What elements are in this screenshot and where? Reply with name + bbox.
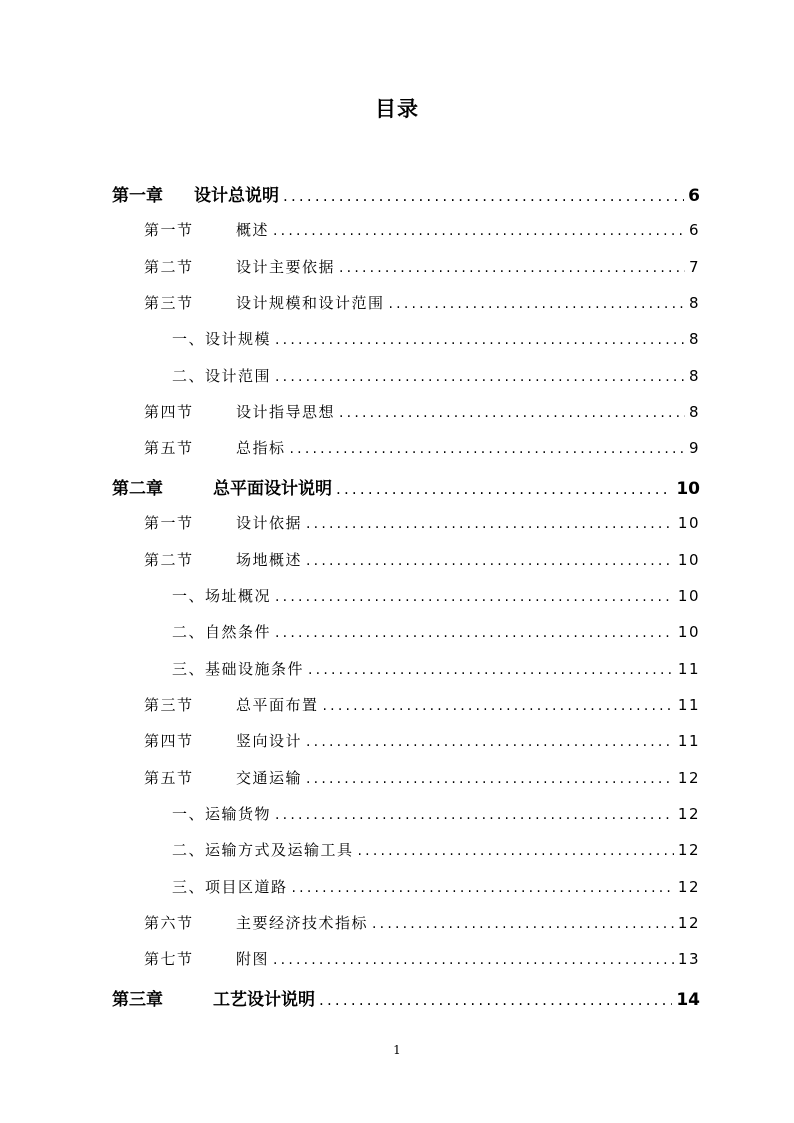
toc-entry-section[interactable] (144, 549, 700, 570)
toc-entry-section[interactable] (144, 437, 700, 458)
toc-entry-title: 概述 (236, 221, 270, 239)
toc-entry-title: 项目区道路 (205, 878, 288, 896)
toc-entry-section[interactable] (144, 401, 700, 422)
toc-entry-page: 11 (677, 660, 700, 678)
toc-entry-page: 8 (688, 330, 700, 348)
toc-entry-title: 设计范围 (205, 367, 272, 385)
toc-entry-title: 竖向设计 (236, 732, 303, 750)
toc-entry-chapter[interactable] (112, 181, 700, 206)
toc-entry-number: 第三章 (112, 990, 163, 1010)
toc-entry-page: 11 (677, 696, 700, 714)
toc-entry-number: 第七节 (144, 950, 194, 968)
toc-leader (275, 589, 674, 605)
toc-entry-title: 自然条件 (205, 623, 272, 641)
toc-entry-page: 10 (676, 479, 700, 499)
toc-entry-page: 14 (676, 990, 700, 1010)
toc-title: 目录 (375, 97, 419, 121)
toc-leader (358, 843, 674, 859)
toc-entry-page: 12 (677, 805, 700, 823)
toc-entry-title: 交通运输 (236, 769, 303, 787)
toc-entry-number: 第六节 (144, 914, 194, 932)
toc-entry-subsection[interactable] (172, 621, 700, 642)
toc-entry-section[interactable] (144, 948, 700, 969)
toc-entry-section[interactable] (144, 694, 700, 715)
toc-leader (273, 952, 674, 968)
toc-entry-subsection[interactable] (172, 876, 700, 897)
toc-entry-subsection[interactable] (172, 803, 700, 824)
toc-entry-number: 二、 (172, 367, 206, 385)
toc-entry-title: 主要经济技术指标 (236, 914, 369, 932)
toc-leader (319, 991, 672, 1009)
toc-entry-number: 第五节 (144, 439, 194, 457)
toc-entry-number: 二、 (172, 841, 206, 859)
toc-leader (339, 405, 685, 421)
toc-entry-page: 9 (688, 439, 700, 457)
toc-entry-title: 总平面设计说明 (213, 479, 332, 499)
toc-entry-subsection[interactable] (172, 365, 700, 386)
toc-entry-number: 第二章 (112, 479, 163, 499)
toc-leader (306, 771, 674, 787)
toc-entry-page: 12 (677, 841, 700, 859)
toc-entry-page: 11 (677, 732, 700, 750)
toc-entry-subsection[interactable] (172, 658, 700, 679)
toc-entry-page: 10 (677, 623, 700, 641)
toc-entry-number: 三、 (172, 660, 206, 678)
toc-entry-title: 基础设施条件 (205, 660, 305, 678)
toc-entry-number: 一、 (172, 587, 206, 605)
toc-leader (339, 260, 685, 276)
toc-entry-title: 工艺设计说明 (213, 990, 315, 1010)
toc-entry-subsection[interactable] (172, 328, 700, 349)
toc-entry-page: 8 (688, 403, 700, 421)
toc-entry-title: 设计总说明 (194, 186, 279, 206)
toc-leader (290, 441, 685, 457)
toc-leader (283, 187, 684, 205)
toc-entry-page: 8 (688, 294, 700, 312)
toc-leader (336, 480, 672, 498)
toc-entry-title: 设计依据 (236, 514, 303, 532)
toc-leader (275, 807, 674, 823)
toc-leader (389, 296, 685, 312)
toc-entry-page: 13 (677, 950, 700, 968)
toc-entry-title: 设计规模 (205, 330, 272, 348)
toc-entry-title: 总平面布置 (236, 696, 319, 714)
page-number: 1 (393, 1043, 401, 1057)
toc-entry-number: 一、 (172, 805, 206, 823)
toc-entry-title: 设计主要依据 (236, 258, 336, 276)
toc-entry-chapter[interactable] (112, 474, 700, 499)
toc-entry-title: 运输货物 (205, 805, 272, 823)
toc-entry-title: 运输方式及运输工具 (205, 841, 354, 859)
toc-entry-title: 总指标 (236, 439, 286, 457)
toc-entry-number: 第四节 (144, 403, 194, 421)
toc-entry-number: 第一章 (112, 186, 163, 206)
toc-entry-number: 第四节 (144, 732, 194, 750)
toc-entry-page: 6 (688, 186, 700, 206)
toc-leader (372, 916, 674, 932)
toc-entry-number: 三、 (172, 878, 206, 896)
toc-entry-section[interactable] (144, 730, 700, 751)
toc-leader (275, 332, 685, 348)
toc-entry-title: 附图 (236, 950, 270, 968)
toc-entry-page: 12 (677, 914, 700, 932)
toc-entry-section[interactable] (144, 256, 700, 277)
toc-entry-page: 8 (688, 367, 700, 385)
toc-entry-title: 设计规模和设计范围 (236, 294, 385, 312)
toc-entry-section[interactable] (144, 767, 700, 788)
toc-entry-page: 10 (677, 551, 700, 569)
toc-entry-number: 第五节 (144, 769, 194, 787)
toc-entry-number: 第三节 (144, 294, 194, 312)
toc-entry-chapter[interactable] (112, 985, 700, 1010)
toc-entry-section[interactable] (144, 912, 700, 933)
toc-entry-subsection[interactable] (172, 839, 700, 860)
toc-entry-number: 第二节 (144, 258, 194, 276)
toc-entry-number: 第三节 (144, 696, 194, 714)
toc-leader (306, 516, 674, 532)
toc-leader (306, 553, 674, 569)
toc-entry-page: 12 (677, 769, 700, 787)
toc-leader (323, 698, 674, 714)
toc-entry-number: 第二节 (144, 551, 194, 569)
toc-leader (308, 662, 674, 678)
toc-leader (273, 223, 685, 239)
toc-entry-page: 6 (688, 221, 700, 239)
toc-entry-page: 7 (688, 258, 700, 276)
toc-entry-number: 一、 (172, 330, 206, 348)
toc-entry-section[interactable] (144, 512, 700, 533)
toc-entry-section[interactable] (144, 292, 700, 313)
toc-leader (306, 734, 674, 750)
toc-entry-subsection[interactable] (172, 585, 700, 606)
toc-leader (292, 880, 674, 896)
toc-entry-number: 二、 (172, 623, 206, 641)
toc-entry-page: 10 (677, 514, 700, 532)
toc-entry-page: 12 (677, 878, 700, 896)
toc-entry-title: 场地概述 (236, 551, 303, 569)
toc-entry-number: 第一节 (144, 514, 194, 532)
toc-entry-page: 10 (677, 587, 700, 605)
toc-entry-section[interactable] (144, 219, 700, 240)
toc-entry-number: 第一节 (144, 221, 194, 239)
toc-leader (275, 369, 685, 385)
toc-entry-title: 设计指导思想 (236, 403, 336, 421)
toc-entry-title: 场址概况 (205, 587, 272, 605)
toc-leader (275, 625, 674, 641)
